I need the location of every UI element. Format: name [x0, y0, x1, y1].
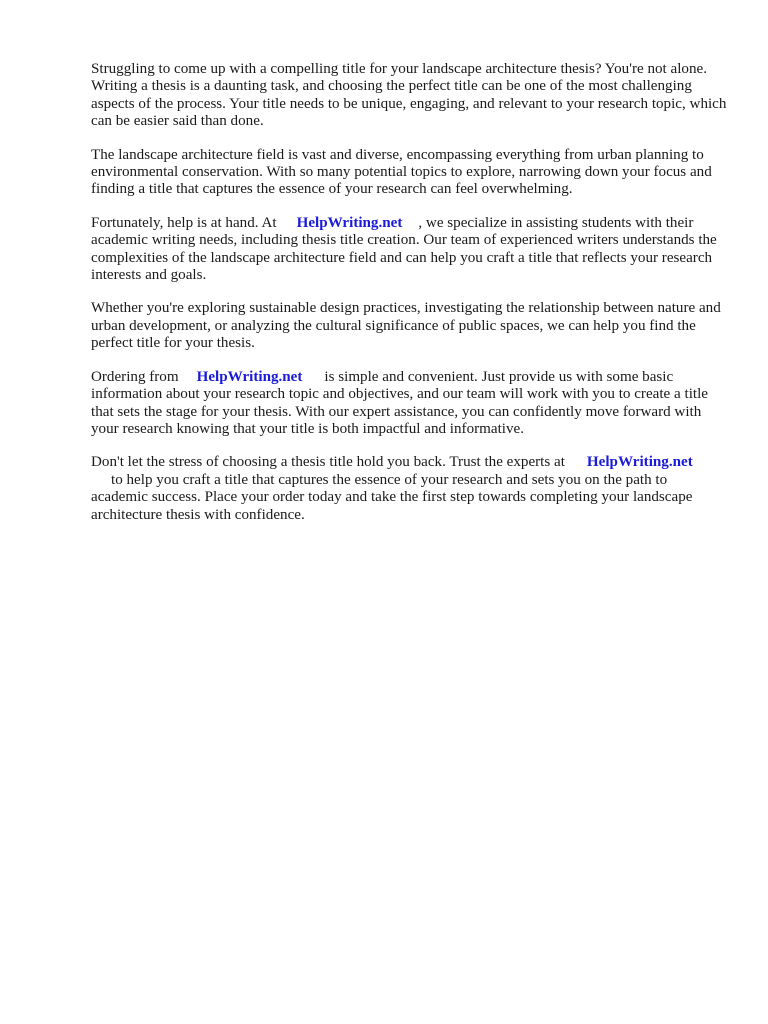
paragraph-field-overview: The landscape architecture field is vast and diverse, encompassing everything from urban planning to environmental conservation. With so many potential topics to explore, narrowing down your focus and finding a title that captures the essence of your research can feel overwhelming. [91, 146, 712, 198]
paragraph-intro: Struggling to come up with a compelling title for your landscape architecture thesis? You're not alone. Writing a thesis is a daunting task, and choosing the perfect title can be one of the most challenging aspects of the process. Your title needs to be unique, engaging, and relevant to your research topic, which can be easier said than done. [91, 61, 727, 130]
paragraph-help-offer-rest: , we specialize in assisting students with their academic writing needs, including thesis title creation. Our team of experienced writers understands the complexities of the landscape architecture field and can help you craft a title that reflects your research interests and goals. [91, 214, 717, 284]
paragraph-closing-lead: Don't let the stress of choosing a thesis title hold you back. Trust the experts at [91, 454, 565, 471]
paragraph-closing-rest: to help you craft a title that captures the essence of your research and sets you on the path to academic success. Place your order today and take the first step towards completing your landscape architecture thesis with confidence. [91, 471, 693, 523]
paragraph-help-offer-lead: Fortunately, help is at hand. At [91, 214, 277, 231]
paragraph-closing [91, 454, 727, 524]
paragraph-topics: Whether you're exploring sustainable design practices, investigating the relationship between nature and urban development, or analyzing the cultural significance of public spaces, we can help you find the perfect title for your thesis. [91, 300, 721, 352]
paragraph-ordering [91, 369, 727, 439]
helpwriting-link[interactable]: HelpWriting.net [296, 214, 403, 231]
paragraph-ordering-rest: is simple and convenient. Just provide us with some basic information about your research topic and objectives, and our team will work with you to create a title that sets the stage for your thesis. With our expert assistance, you can confidently move forward with your research knowing that your title is both impactful and informative. [91, 368, 708, 437]
document-body [91, 61, 727, 540]
helpwriting-link[interactable]: HelpWriting.net [196, 368, 303, 385]
paragraph-ordering-lead: Ordering from [91, 368, 179, 385]
helpwriting-link[interactable]: HelpWriting.net [586, 454, 693, 471]
paragraph-help-offer [91, 215, 727, 285]
